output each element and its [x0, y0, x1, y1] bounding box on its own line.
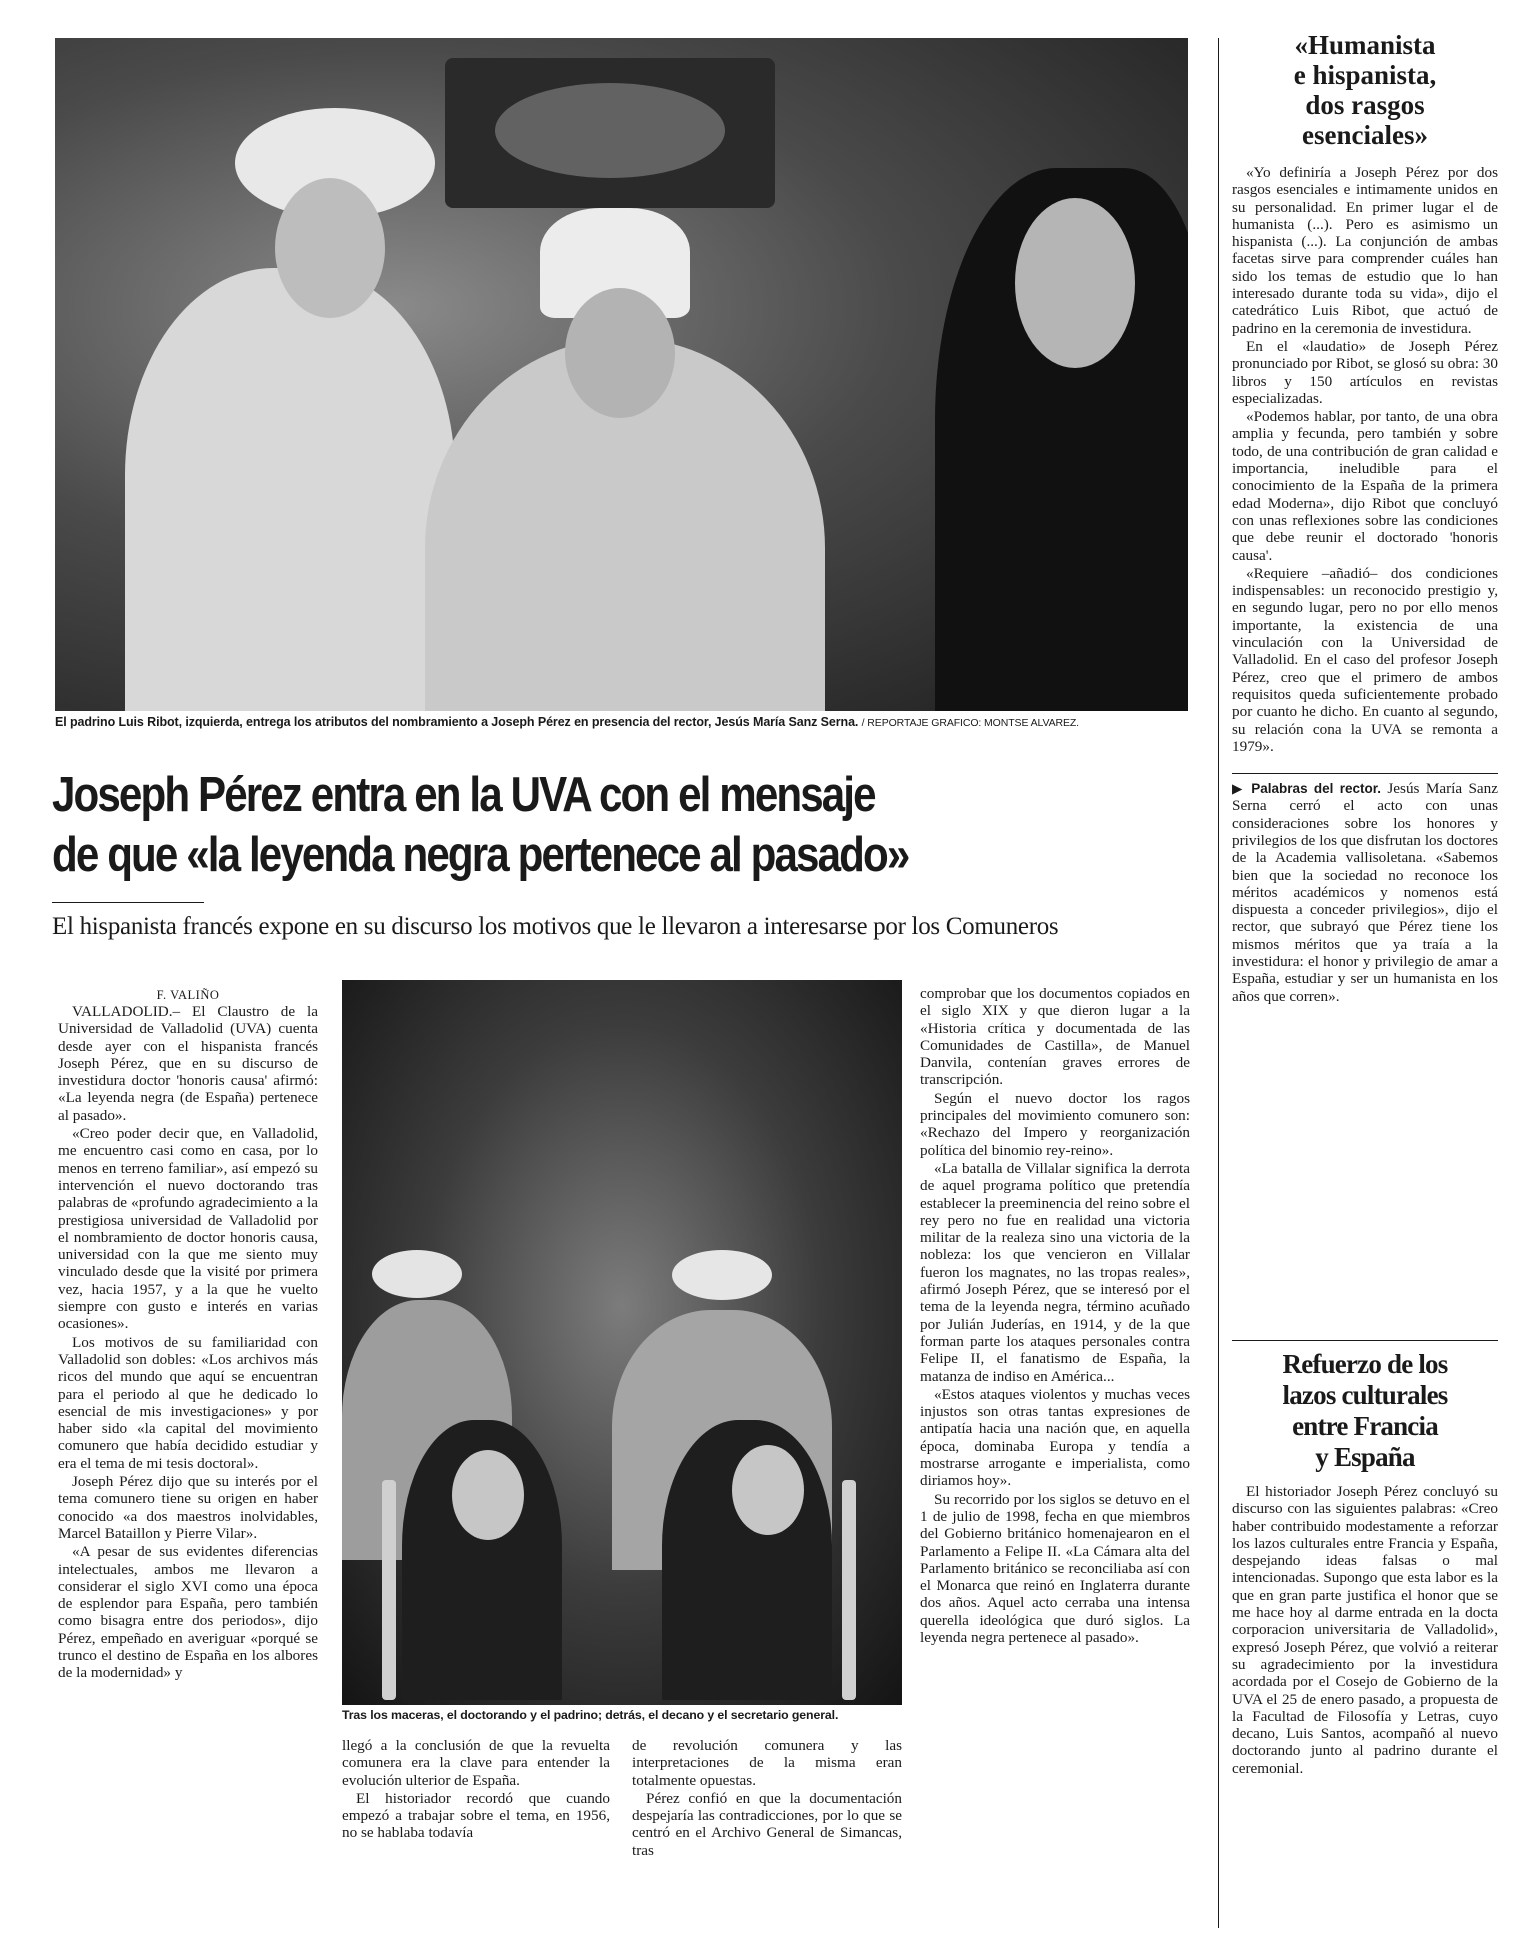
paragraph: Joseph Pérez dijo que su interés por el tema comunero tiene su origen en haber conocido «a dos maestros inolvidables, Marcel Bataillon y Pierre Vilar». [58, 1473, 318, 1542]
paragraph: Pérez confió en que la documentación despejaría las contradicciones, por lo que se centró en el Archivo General de Simancas, tras [632, 1789, 902, 1859]
caption-text: El padrino Luis Ribot, izquierda, entrega los atributos del nombramiento a Joseph Pérez en presencia del rector, Jesús María Sanz Serna. [55, 715, 859, 729]
paragraph: «Yo definiría a Joseph Pérez por dos rasgos esenciales e intimamente unidos en su personalidad. En primer lugar el de humanista (...). Pero es asimismo un hispanista (...). La conjunción de ambas facetas sirve para comprender cuáles han sido los temas de estudio que lo han interesado durante toda su vida», dijo el catedrático Luis Ribot, que actuó de padrino en la ceremonia de investidura. [1232, 164, 1498, 337]
photo-credit: / REPORTAJE GRAFICO: MONTSE ALVAREZ. [861, 717, 1079, 729]
paragraph: «Estos ataques violentos y muchas veces injustos son otras tantas expresiones de antipatía hacia una nación que, en aquella época, dominaba Europa y tendía a mostrarse arrogante e imperialista, como diriamos hoy». [920, 1385, 1190, 1490]
article-column-4 [920, 985, 1190, 1646]
paragraph: «A pesar de sus evidentes diferencias intelectuales, ambos me llevaron a considerar el siglo XVI como una época de esplendor para España, pero también como bisagra entre dos periodos», dijo Pérez, empeñado en averiguar «porqué se trunco el destino de España en los albores de la modernidad» y [58, 1543, 318, 1682]
bottom-photo-caption: Tras los maceras, el doctorando y el padrino; detrás, el decano y el secretario general. [342, 1708, 839, 1722]
subhead-rule [52, 902, 204, 903]
sidebar-humanista [1232, 30, 1498, 1005]
paragraph: de revolución comunera y las interpretaciones de la misma eran totalmente opuestas. [632, 1737, 902, 1789]
paragraph: El historiador Joseph Pérez concluyó su discurso con las siguientes palabras: «Creo haber contribuido modestamente a reforzar los lazos culturales entre Francia y España, despejando ideas falsas o mal intencionadas. Supongo que esta labor es la que en gran parte justifica el honor que se me hace hoy al darme entrada en la docta corporacion universitaria de Valladolid», expresó Joseph Pérez, que volvió a reiterar su agradecimiento por la investidura acordada por el Cosejo de Gobierno de la UVA el 25 de enero pasado, a propuesta de la Facultad de Filosofía y Letras, cuyo decano, Luis Santos, acompañó al nuevo doctorando junto al padrino durante el ceremonial. [1232, 1483, 1498, 1777]
paragraph: Según el nuevo doctor los ragos principales del movimiento comunero son: «Rechazo del Impero y reorganización política del binomio rey-reino». [920, 1089, 1190, 1159]
article-column-2 [342, 1737, 610, 1842]
paragraph: Su recorrido por los siglos se detuvo en el 1 de julio de 1998, fecha en que miembros del Gobierno británico homenajearon en el Parlamento a Felipe II. «La Cámara alta del Parlamento británico se reconciliaba así con el Monarca que reinó en Inglaterra durante dos años. Aquel acto cerraba una intensa querella ideológica que duró siglos. La leyenda negra pertenece al pasado». [920, 1490, 1190, 1646]
rector-section [1232, 780, 1498, 1005]
paragraph: El historiador recordó que cuando empezó a trabajar sobre el tema, en 1956, no se hablaba todavía [342, 1789, 610, 1842]
column-divider [1218, 38, 1219, 1928]
paragraph: Los motivos de su familiaridad con Valladolid son dobles: «Los archivos más ricos del mundo que aquí se encuentran para el periodo al que he dedicado lo esencial de mis investigaciones» y por haber sido «la capital del movimiento comunero que había decidido estudiar y era el tema de mi tesis doctoral». [58, 1333, 318, 1472]
paragraph: comprobar que los documentos copiados en el siglo XIX y que dieron lugar a la «Historia crítica y documentada de las Comunidades de Castilla», de Manuel Danvila, contenían graves errores de transcripción. [920, 985, 1190, 1089]
paragraph: «Creo poder decir que, en Valladolid, me encuentro casi como en casa, por lo menos en terreno familiar», así empezó su intervención el nuevo doctorando tras palabras de «profundo agradecimiento a la prestigiosa universidad de Valladolid por el nombramiento de doctor honoris causa, universidad con la que me siento muy vinculado desde que la visité por primera vez, hacia 1957, y a la que he vuelto siempre con gusto e interés en varias ocasiones». [58, 1125, 318, 1333]
top-photo-caption [55, 715, 1188, 729]
paragraph: «Podemos hablar, por tanto, de una obra amplia y fecunda, pero también y sobre todo, de una contribución de gran calidad e importancia, ineludible para el conocimiento de la España de la primera edad Moderna», dijo Ribot que concluyó con unas reflexiones sobre las condiciones que debe reunir el doctorado 'honoris causa'. [1232, 408, 1498, 564]
rector-text: Jesús María Sanz Serna cerró el acto con unas consideraciones sobre los honores y privilegios de los que disfrutan los doctores de la Academia vallisoletana. «Sabemos bien que la sociedad no reconoce los méritos académicos y nomenos está dispuesta a conceder privilegios», dijo el rector, que subrayó que Pérez tiene los mismos méritos que ya traía a la investidura: el honor y privilegio de amar a España, estudiar y ser un humanista en los años que corren». [1232, 780, 1498, 1005]
paragraph: llegó a la conclusión de que la revuelta comunera era la clave para entender la evolución ulterior de España. [342, 1737, 610, 1789]
article-column-3 [632, 1737, 902, 1859]
sidebar-title: Refuerzo de los lazos culturales entre Francia y España [1282, 1349, 1448, 1472]
article-column-1 [58, 988, 318, 1682]
paragraph: «Requiere –añadió– dos condiciones indispensables: un reconocido prestigio y, en segundo lugar, pero no por ello menos importante, la existencia de una vinculación con la Universidad de Valladolid. En el caso del profesor Joseph Pérez, creo que el primero de ambos requisitos queda suficientemente probado por cuanto he dicho. En cuanto al segundo, su relación cona la UVA se remonta a 1979». [1232, 564, 1498, 755]
bottom-photo [342, 980, 902, 1705]
top-photo [55, 38, 1188, 711]
paragraph: En el «laudatio» de Joseph Pérez pronunciado por Ribot, se glosó su obra: 30 libros y 150 artículos en revistas especializadas. [1232, 337, 1498, 407]
sidebar-separator [1232, 1340, 1498, 1341]
sidebar-separator [1232, 773, 1498, 774]
headline-line-1: Joseph Pérez entra en la UVA con el mensaje [52, 768, 875, 822]
sidebar-body [1232, 1483, 1498, 1777]
subheadline: El hispanista francés expone en su discurso los motivos que le llevaron a interesarse por los Comuneros [52, 913, 1059, 940]
lead-in-label: ▶ Palabras del rector. [1232, 781, 1382, 797]
sidebar-title: «Humanista e hispanista, dos rasgos esenciales» [1293, 30, 1437, 150]
headline-line-2: de que «la leyenda negra pertenece al pasado» [52, 828, 909, 882]
sidebar-refuerzo [1232, 1340, 1498, 1777]
paragraph: VALLADOLID.– El Claustro de la Universidad de Valladolid (UVA) cuenta desde ayer con el hispanista francés Joseph Pérez, que en su discurso de investidura doctor 'honoris causa' afirmó: «La leyenda negra (de España) pertenece al pasado». [58, 1003, 318, 1124]
byline: F. VALIÑO [156, 988, 220, 1002]
sidebar-body [1232, 164, 1498, 755]
headline [52, 765, 908, 885]
paragraph: «La batalla de Villalar significa la derrota de aquel programa político que pretendía establecer la preeminencia del reino sobre el rey pero no fue en realidad una victoria militar de la realeza sino una victoria de la nobleza: los que vencieron en Villalar fueron los magnates, no las tropas reales», afirmó Joseph Pérez, que se interesó por el tema de la leyenda negra, término acuñado por Julián Juderías, en 1914, y de la que forman parte los ataques personales contra Felipe II, el fanatismo de España, la matanza de indiso en América... [920, 1159, 1190, 1385]
